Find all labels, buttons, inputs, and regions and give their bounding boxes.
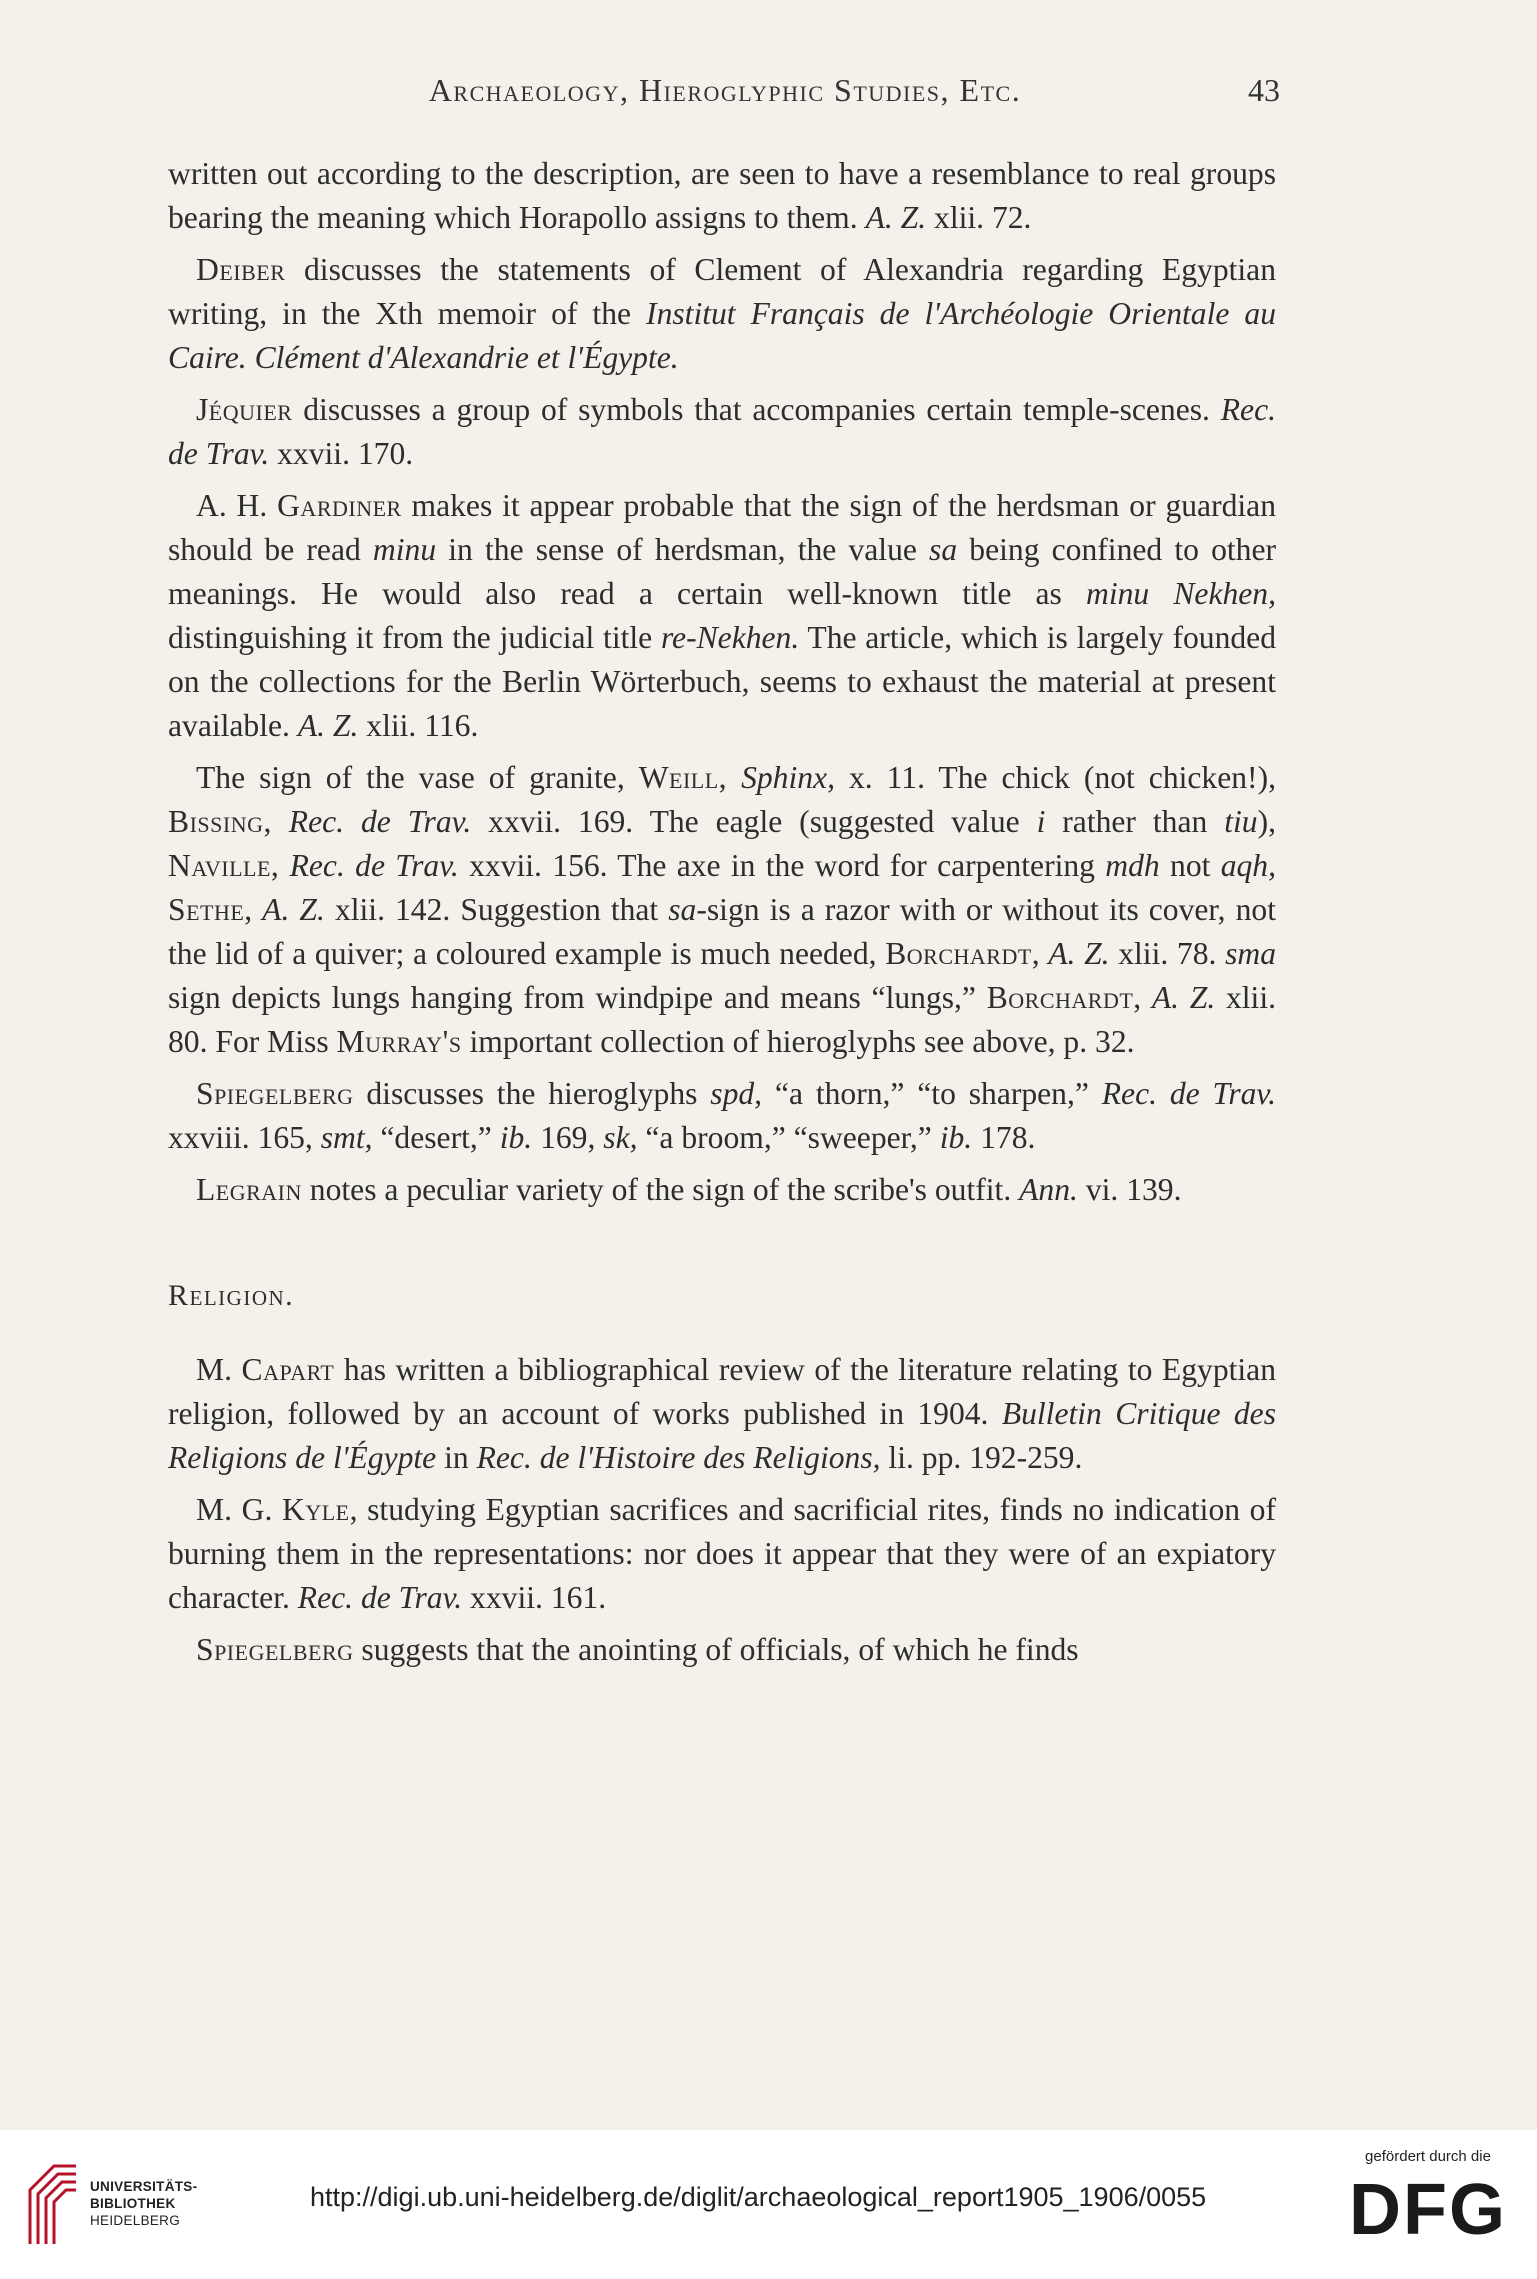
ub-heidelberg-logo-icon xyxy=(24,2160,82,2248)
library-logo[interactable] xyxy=(24,2160,264,2250)
running-header xyxy=(170,72,1280,122)
permalink-url[interactable]: http://digi.ub.uni-heidelberg.de/diglit/archaeological_report1905_1906/0055 xyxy=(310,2182,1207,2212)
author-name: Capart xyxy=(241,1352,335,1387)
paragraph: written out according to the description, are seen to have a resemblance to real groups bearing the meaning which Horapollo assigns to them. A. Z. xlii. 72. xyxy=(168,156,1276,235)
paragraph: M. Capart has written a bibliographical review of the literature relating to Egyptian religion, followed by an account of works published in 1904. Bulletin Critique des Religions de l'Égypte in Rec. de l'Histoire des Religions, li. pp. 192-259. xyxy=(168,1352,1277,1475)
paragraph: The sign of the vase of granite, Weill, Sphinx, x. 11. The chick (not chicken!), Bissing, Rec. de Trav. xxvii. 169. The eagle (suggested value i rather than tiu), Naville, Rec. de Trav. xxvii. 156. The axe in the word for carpentering mdh not aqh, Sethe, A. Z. xlii. 142. Suggestion that sa-sign is a razor with or without its cover, not the lid of a quiver; a coloured example is much needed, Borchardt, A. Z. xlii. 78. sma sign depicts lungs hanging from windpipe and means “lungs,” Borchardt, A. Z. xlii. 80. For Miss Murray's important collection of hieroglyphs see above, p. 32. xyxy=(168,760,1276,1059)
author-name: Legrain xyxy=(196,1172,302,1207)
funding-text: gefördert durch die xyxy=(1365,2148,1491,2165)
paragraph: M. G. Kyle, studying Egyptian sacrifices and sacrificial rites, finds no indication of burning them in the representations: nor does it appear that they were of an expiatory character. Rec. de Trav. xxvii. 161. xyxy=(168,1492,1276,1615)
paragraph: Deiber discusses the statements of Clement of Alexandria regarding Egyptian writing, in the Xth memoir of the Institut Français de l'Archéologie Orientale au Caire. Clément d'Alexandrie et l'Égypte. xyxy=(168,252,1277,375)
dfg-logo-text: DFG xyxy=(1349,2170,1507,2250)
paragraph: Jéquier discusses a group of symbols that accompanies certain temple-scenes. Rec. de Trav. xxvii. 170. xyxy=(168,392,1276,471)
paragraph: Spiegelberg suggests that the anointing of officials, of which he finds xyxy=(196,1632,1079,1667)
page-number: 43 xyxy=(1248,72,1280,108)
author-name: Deiber xyxy=(196,252,286,287)
author-name: Kyle xyxy=(282,1492,350,1527)
library-name-line: UNIVERSITÄTS- xyxy=(90,2179,198,2194)
author-name: Spiegelberg xyxy=(196,1076,354,1111)
footer-bar xyxy=(0,2130,1537,2279)
library-name-line: BIBLIOTHEK xyxy=(90,2196,176,2211)
paragraph: Legrain notes a peculiar variety of the sign of the scribe's outfit. Ann. vi. 139. xyxy=(196,1172,1182,1207)
paragraph: A. H. Gardiner makes it appear probable that the sign of the herdsman or guardian should be read minu in the sense of herdsman, the value sa being confined to other meanings. He would also read a certain well-known title as minu Nekhen, distinguishing it from the judicial title re-Nekhen. The article, which is largely founded on the collections for the Berlin Wörterbuch, seems to exhaust the material at present available. A. Z. xlii. 116. xyxy=(168,488,1276,743)
library-name-line: HEIDELBERG xyxy=(90,2213,181,2228)
author-name: Spiegelberg xyxy=(196,1632,354,1667)
section-heading: Religion. xyxy=(168,1279,295,1312)
paragraph: Spiegelberg discusses the hieroglyphs spd, “a thorn,” “to sharpen,” Rec. de Trav. xxviii. 165, smt, “desert,” ib. 169, sk, “a broom,” “sweeper,” ib. 178. xyxy=(168,1076,1277,1155)
funder-logo[interactable] xyxy=(1343,2148,1513,2250)
running-title: Archaeology, Hieroglyphic Studies, Etc. xyxy=(428,72,1022,108)
author-name: Jéquier xyxy=(196,392,293,427)
body-text xyxy=(168,152,1276,1680)
author-name: Gardiner xyxy=(277,488,402,523)
